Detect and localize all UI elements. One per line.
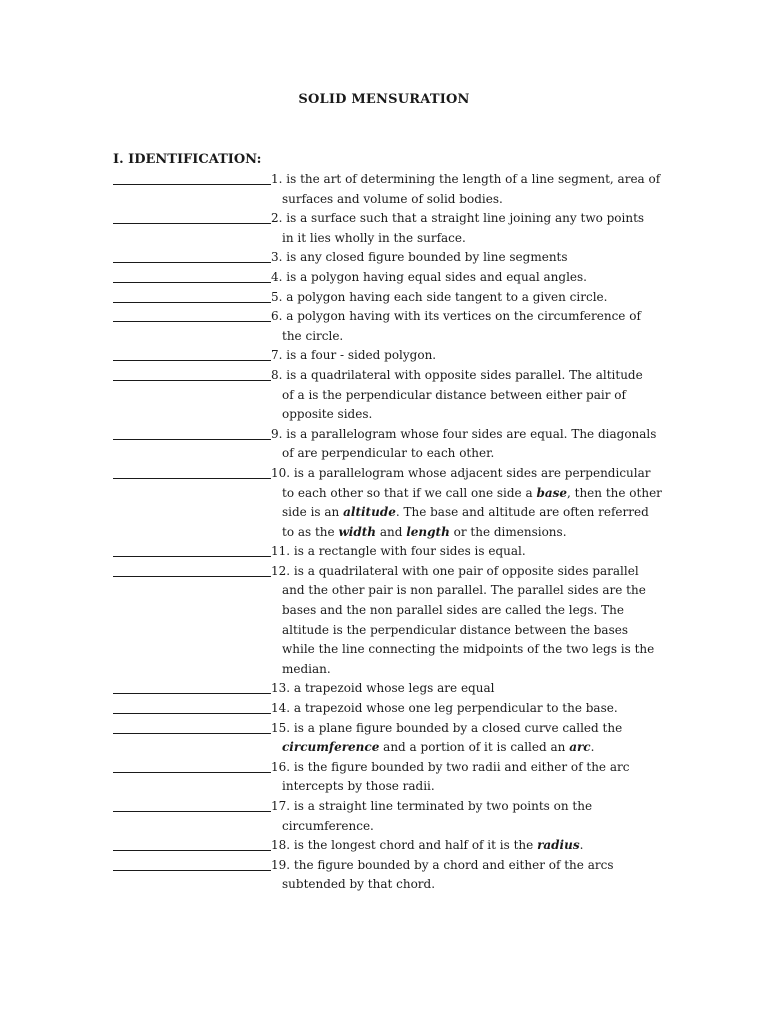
question-item: [113, 268, 713, 288]
question-continuation-line: [271, 444, 713, 464]
question-first-line: [271, 366, 713, 386]
question-text: [271, 758, 713, 797]
question-text: [271, 346, 713, 366]
question-number: 16.: [271, 759, 291, 774]
line-text: is a quadrilateral with one pair of opposite sides parallel: [290, 563, 639, 578]
answer-blank[interactable]: [113, 464, 271, 479]
question-continuation-line: [271, 484, 713, 504]
line-text: intercepts by those radii.: [282, 779, 435, 794]
answer-blank[interactable]: [113, 268, 271, 283]
question-text: [271, 562, 713, 680]
question-number: 3.: [271, 250, 283, 265]
question-continuation-line: [271, 523, 713, 543]
question-item: [113, 366, 713, 425]
question-number: 7.: [271, 348, 283, 363]
question-first-line: [271, 248, 713, 268]
question-first-line: [271, 836, 713, 856]
line-text: is a rectangle with four sides is equal.: [290, 544, 526, 559]
answer-blank[interactable]: [113, 797, 271, 812]
question-first-line: [271, 562, 713, 582]
line-text: side is an: [282, 505, 344, 520]
question-continuation-line: [271, 640, 713, 660]
line-text: a polygon having each side tangent to a given circle.: [282, 289, 608, 304]
question-first-line: [271, 307, 713, 327]
question-continuation-line: [271, 738, 713, 758]
emphasized-term: altitude: [343, 505, 396, 520]
question-continuation-line: [271, 777, 713, 797]
question-number: 19.: [271, 857, 291, 872]
question-continuation-line: [271, 327, 713, 347]
line-text: a trapezoid whose one leg perpendicular to the base.: [290, 701, 618, 716]
question-continuation-line: [271, 875, 713, 895]
answer-blank[interactable]: [113, 699, 271, 714]
answer-blank[interactable]: [113, 856, 271, 871]
line-text: .: [579, 838, 584, 853]
question-item: [113, 836, 713, 856]
answer-blank[interactable]: [113, 679, 271, 694]
line-text: the circle.: [282, 328, 344, 343]
question-continuation-line: [271, 386, 713, 406]
answer-blank[interactable]: [113, 307, 271, 322]
question-text: [271, 699, 713, 719]
answer-blank[interactable]: [113, 366, 271, 381]
line-text: and the other pair is non parallel. The parallel sides are the: [282, 583, 646, 598]
question-item: [113, 679, 713, 699]
question-item: [113, 797, 713, 836]
line-text: is a polygon having equal sides and equal angles.: [282, 269, 587, 284]
question-continuation-line: [271, 581, 713, 601]
line-text: or the dimensions.: [449, 524, 567, 539]
question-first-line: [271, 758, 713, 778]
answer-blank[interactable]: [113, 209, 271, 224]
question-number: 5.: [271, 289, 283, 304]
question-item: [113, 248, 713, 268]
answer-blank[interactable]: [113, 719, 271, 734]
line-text: and: [376, 524, 407, 539]
line-text: to each other so that if we call one side a: [282, 485, 537, 500]
question-item: [113, 425, 713, 464]
question-number: 11.: [271, 544, 291, 559]
question-first-line: [271, 856, 713, 876]
line-text: bases and the non parallel sides are called the legs. The: [282, 603, 624, 618]
line-text: a trapezoid whose legs are equal: [290, 681, 495, 696]
emphasized-term: base: [536, 485, 567, 500]
question-number: 2.: [271, 211, 283, 226]
question-continuation-line: [271, 405, 713, 425]
question-first-line: [271, 699, 713, 719]
line-text: is a straight line terminated by two points on the: [290, 799, 593, 813]
question-item: [113, 856, 713, 895]
question-continuation-line: [271, 229, 713, 249]
line-text: median.: [282, 661, 331, 676]
question-item: [113, 209, 713, 248]
question-first-line: [271, 542, 713, 562]
question-item: [113, 346, 713, 366]
answer-blank[interactable]: [113, 758, 271, 773]
question-item: [113, 288, 713, 308]
question-text: [271, 836, 713, 856]
question-continuation-line: [271, 817, 713, 837]
line-text: while the line connecting the midpoints of the two legs is the: [282, 642, 655, 657]
question-text: [271, 719, 713, 758]
emphasized-term: circumference: [282, 740, 380, 755]
answer-blank[interactable]: [113, 562, 271, 577]
question-text: [271, 170, 713, 209]
line-text: subtended by that chord.: [282, 877, 436, 892]
line-text: is a plane figure bounded by a closed curve called the: [290, 720, 623, 735]
page-title: SOLID MENSURATION: [298, 92, 470, 107]
answer-blank[interactable]: [113, 542, 271, 557]
question-first-line: [271, 288, 713, 308]
question-text: [271, 856, 713, 895]
question-continuation-line: [271, 503, 713, 523]
emphasized-term: radius: [537, 838, 580, 853]
question-first-line: [271, 170, 713, 190]
question-text: [271, 464, 713, 542]
question-first-line: [271, 209, 713, 229]
answer-blank[interactable]: [113, 248, 271, 263]
line-text: of a is the perpendicular distance between either pair of: [282, 387, 626, 402]
question-continuation-line: [271, 190, 713, 210]
line-text: a polygon having with its vertices on the circumference of: [282, 309, 641, 324]
emphasized-term: length: [406, 524, 450, 539]
line-text: is the longest chord and half of it is the: [290, 838, 538, 853]
question-continuation-line: [271, 660, 713, 680]
question-text: [271, 366, 713, 425]
line-text: of are perpendicular to each other.: [282, 446, 495, 461]
line-text: in it lies wholly in the surface.: [282, 230, 466, 245]
answer-blank[interactable]: [113, 170, 271, 185]
question-number: 6.: [271, 309, 283, 324]
question-item: [113, 719, 713, 758]
question-list: [113, 170, 713, 895]
question-number: 8.: [271, 367, 283, 382]
question-number: 14.: [271, 701, 291, 716]
question-text: [271, 797, 713, 836]
line-text: is the figure bounded by two radii and either of the arc: [290, 759, 630, 774]
answer-blank[interactable]: [113, 346, 271, 361]
question-first-line: [271, 679, 713, 699]
question-first-line: [271, 797, 713, 817]
line-text: opposite sides.: [282, 407, 373, 422]
question-number: 4.: [271, 269, 283, 284]
line-text: surfaces and volume of solid bodies.: [282, 191, 503, 206]
line-text: is a four - sided polygon.: [282, 348, 437, 363]
question-number: 9.: [271, 426, 283, 441]
question-number: 10.: [271, 465, 291, 480]
line-text: is any closed figure bounded by line segments: [282, 250, 568, 265]
question-item: [113, 170, 713, 209]
line-text: is a surface such that a straight line joining any two points: [282, 211, 645, 226]
question-number: 17.: [271, 799, 291, 813]
question-text: [271, 248, 713, 268]
section-heading: I. IDENTIFICATION:: [113, 152, 262, 167]
question-number: 15.: [271, 720, 291, 735]
question-item: [113, 542, 713, 562]
question-item: [113, 699, 713, 719]
question-text: [271, 209, 713, 248]
question-number: 18.: [271, 838, 291, 853]
question-item: [113, 307, 713, 346]
question-item: [113, 562, 713, 680]
question-text: [271, 425, 713, 464]
line-text: . The base and altitude are often referred: [395, 505, 649, 520]
line-text: is the art of determining the length of a line segment, area of: [282, 172, 661, 186]
emphasized-term: width: [338, 524, 377, 539]
line-text: , then the other: [567, 485, 662, 500]
question-continuation-line: [271, 601, 713, 621]
line-text: is a parallelogram whose adjacent sides are perpendicular: [290, 465, 651, 480]
question-number: 13.: [271, 681, 291, 696]
question-first-line: [271, 425, 713, 445]
question-text: [271, 542, 713, 562]
question-first-line: [271, 464, 713, 484]
question-item: [113, 758, 713, 797]
question-number: 12.: [271, 563, 291, 578]
line-text: circumference.: [282, 818, 374, 833]
line-text: is a quadrilateral with opposite sides parallel. The altitude: [282, 367, 643, 382]
line-text: altitude is the perpendicular distance between the bases: [282, 622, 628, 637]
question-text: [271, 307, 713, 346]
question-first-line: [271, 719, 713, 739]
question-text: [271, 268, 713, 288]
question-number: 1.: [271, 172, 283, 186]
line-text: is a parallelogram whose four sides are equal. The diagonals: [282, 426, 657, 441]
emphasized-term: arc: [569, 740, 591, 755]
line-text: and a portion of it is called an: [379, 740, 570, 755]
answer-blank[interactable]: [113, 836, 271, 851]
line-text: .: [590, 740, 595, 755]
question-continuation-line: [271, 621, 713, 641]
line-text: to as the: [282, 524, 339, 539]
question-text: [271, 288, 713, 308]
answer-blank[interactable]: [113, 288, 271, 303]
answer-blank[interactable]: [113, 425, 271, 440]
line-text: the figure bounded by a chord and either of the arcs: [290, 857, 614, 872]
question-text: [271, 679, 713, 699]
question-first-line: [271, 346, 713, 366]
question-first-line: [271, 268, 713, 288]
question-item: [113, 464, 713, 542]
